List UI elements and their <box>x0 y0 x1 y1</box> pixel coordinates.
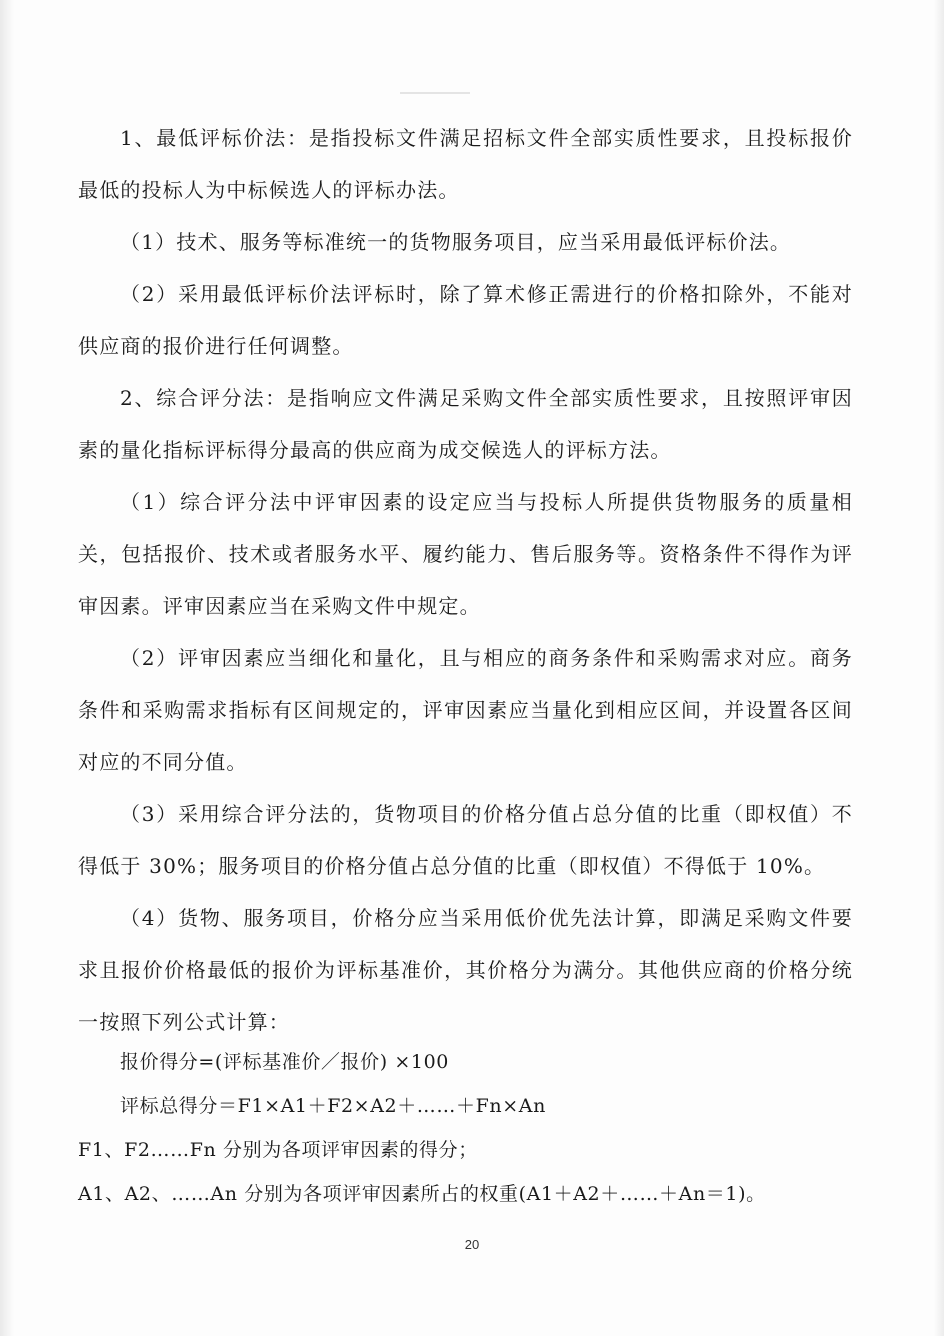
formula-factor-scores: F1、F2……Fn 分别为各项评审因素的得分； <box>78 1139 478 1161</box>
paragraph-lowest-price-item-1: （1）技术、服务等标准统一的货物服务项目，应当采用最低评标价法。 <box>120 230 792 254</box>
paragraph-lowest-price-method: 1、最低评标价法：是指投标文件满足招标文件全部实质性要求，且投标报价最低的投标人为中标候选人的评标办法。 <box>78 126 853 202</box>
bleed-through-mark <box>400 92 470 94</box>
scan-edge-right <box>934 0 944 1336</box>
paragraph-comprehensive-item-3: （3）采用综合评分法的，货物项目的价格分值占总分值的比重（即权值）不得低于 30%；服务项目的价格分值占总分值的比重（即权值）不得低于 10%。 <box>78 802 853 878</box>
formula-factor-weights: A1、A2、……An 分别为各项评审因素所占的权重(A1＋A2＋……＋An＝1)。 <box>78 1183 766 1205</box>
page-number: 20 <box>464 1237 480 1252</box>
paragraph-lowest-price-item-2: （2）采用最低评标价法评标时，除了算术修正需进行的价格扣除外，不能对供应商的报价进行任何调整。 <box>78 282 853 358</box>
formula-total-score: 评标总得分＝F1×A1＋F2×A2＋……＋Fn×An <box>120 1095 546 1117</box>
paragraph-comprehensive-item-2: （2）评审因素应当细化和量化，且与相应的商务条件和采购需求对应。商务条件和采购需求指标有区间规定的，评审因素应当量化到相应区间，并设置各区间对应的不同分值。 <box>78 646 853 774</box>
formula-price-score: 报价得分=(评标基准价／报价) ×100 <box>120 1051 449 1073</box>
scan-edge-left <box>0 0 14 1336</box>
paragraph-comprehensive-item-1: （1）综合评分法中评审因素的设定应当与投标人所提供货物服务的质量相关，包括报价、技术或者服务水平、履约能力、售后服务等。资格条件不得作为评审因素。评审因素应当在采购文件中规定。 <box>78 490 853 618</box>
paragraph-comprehensive-item-4: （4）货物、服务项目，价格分应当采用低价优先法计算，即满足采购文件要求且报价价格最低的报价为评标基准价，其价格分为满分。其他供应商的价格分统一按照下列公式计算： <box>78 906 853 1034</box>
paragraph-comprehensive-method: 2、综合评分法：是指响应文件满足采购文件全部实质性要求，且按照评审因素的量化指标评标得分最高的供应商为成交候选人的评标方法。 <box>78 386 853 462</box>
